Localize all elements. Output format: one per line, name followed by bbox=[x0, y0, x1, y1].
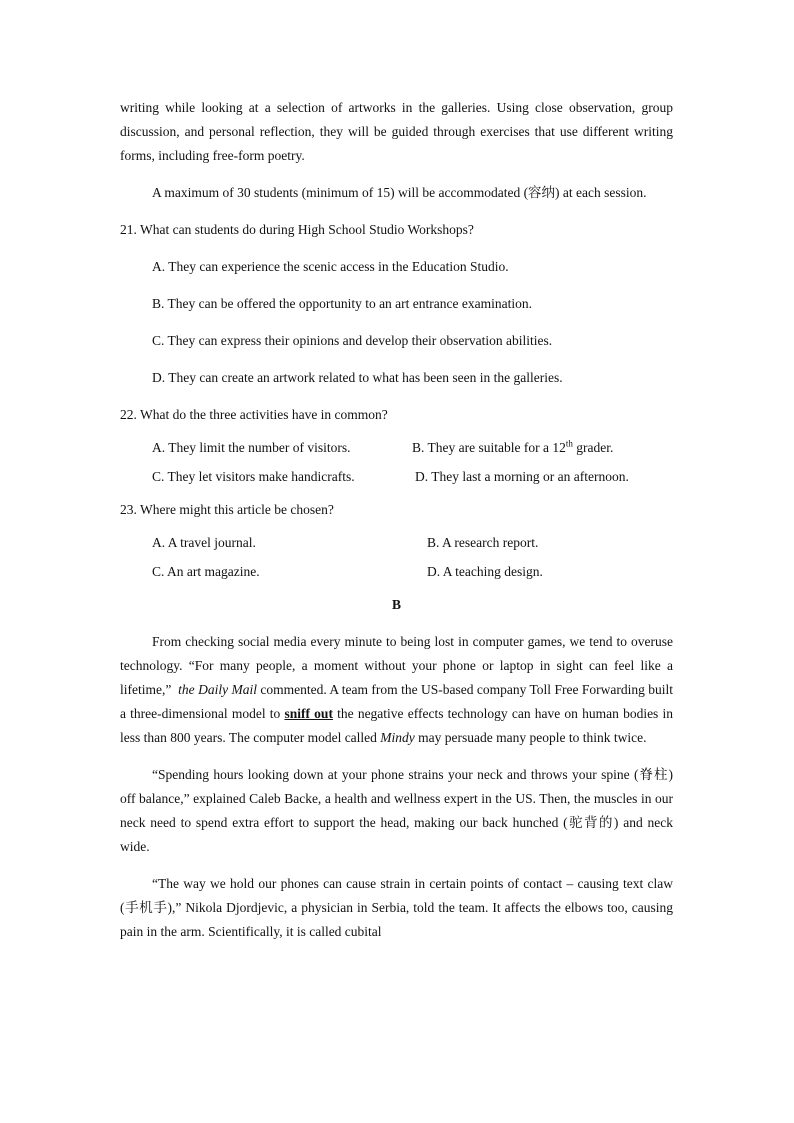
section-b-paragraph-1: From checking social media every minute to being lost in computer games, we tend to overuse technology. “For many people, a moment without your phone or laptop in sight can feel like a lifetime,” the Daily Mail commented. A team from the US-based company Toll Free Forwarding built a three-dimensional model to sniff out the negative effects technology can have on human bodies in less than 800 years. The computer model called Mindy may persuade many people to think twice. bbox=[120, 634, 674, 745]
question-23-option-c: C. An art magazine. bbox=[152, 564, 260, 579]
italic-daily-mail: the Daily Mail bbox=[178, 682, 257, 697]
question-22-row-1 bbox=[120, 440, 673, 456]
question-22-option-b: B. They are suitable for a 12th grader. bbox=[412, 438, 614, 455]
question-21-option-b: B. They can be offered the opportunity to an art entrance examination. bbox=[152, 296, 532, 311]
passage-a-paragraph-1: writing while looking at a selection of artworks in the galleries. Using close observation, group discussion, and personal reflection, they will be guided through exercises that use different writing forms, including free-form poetry. bbox=[120, 100, 673, 163]
question-21-option-a: A. They can experience the scenic access in the Education Studio. bbox=[152, 259, 509, 274]
question-23-row-1 bbox=[120, 535, 673, 551]
question-22-option-c: C. They let visitors make handicrafts. bbox=[152, 469, 355, 484]
underlined-sniff-out: sniff out bbox=[284, 706, 333, 721]
question-21-option-d: D. They can create an artwork related to what has been seen in the galleries. bbox=[152, 370, 563, 385]
section-b-paragraph-3: “The way we hold our phones can cause strain in certain points of contact – causing text claw (手机手),” Nikola Djordjevic, a physician in Serbia, told the team. It affects the elbows too, causing pain in the arm. Scientifically, it is called cubital bbox=[120, 876, 673, 939]
italic-mindy: Mindy bbox=[380, 730, 415, 745]
question-23-row-2 bbox=[120, 564, 673, 580]
passage-a-paragraph-2: A maximum of 30 students (minimum of 15) will be accommodated (容纳) at each session. bbox=[152, 185, 647, 200]
question-22-option-d: D. They last a morning or an afternoon. bbox=[415, 469, 629, 484]
question-23-option-a: A. A travel journal. bbox=[152, 535, 256, 550]
superscript-th: th bbox=[565, 438, 573, 449]
question-22-stem: 22. What do the three activities have in common? bbox=[120, 407, 388, 422]
question-23-stem: 23. Where might this article be chosen? bbox=[120, 502, 334, 517]
document-page bbox=[120, 96, 673, 944]
question-23-option-b: B. A research report. bbox=[427, 535, 539, 550]
section-b-heading: B bbox=[391, 597, 401, 612]
question-22-option-a: A. They limit the number of visitors. bbox=[152, 440, 351, 455]
question-23-option-d: D. A teaching design. bbox=[427, 564, 543, 579]
section-b-paragraph-2: “Spending hours looking down at your phone strains your neck and throws your spine (脊柱) off balance,” explained Caleb Backe, a health and wellness expert in the US. Then, the muscles in our neck need to spend extra effort to support the head, making our back hunched (驼背的) and neck wide. bbox=[120, 767, 673, 854]
question-21-stem: 21. What can students do during High School Studio Workshops? bbox=[120, 222, 474, 237]
question-22-row-2 bbox=[120, 469, 673, 485]
question-21-option-c: C. They can express their opinions and develop their observation abilities. bbox=[152, 333, 553, 348]
